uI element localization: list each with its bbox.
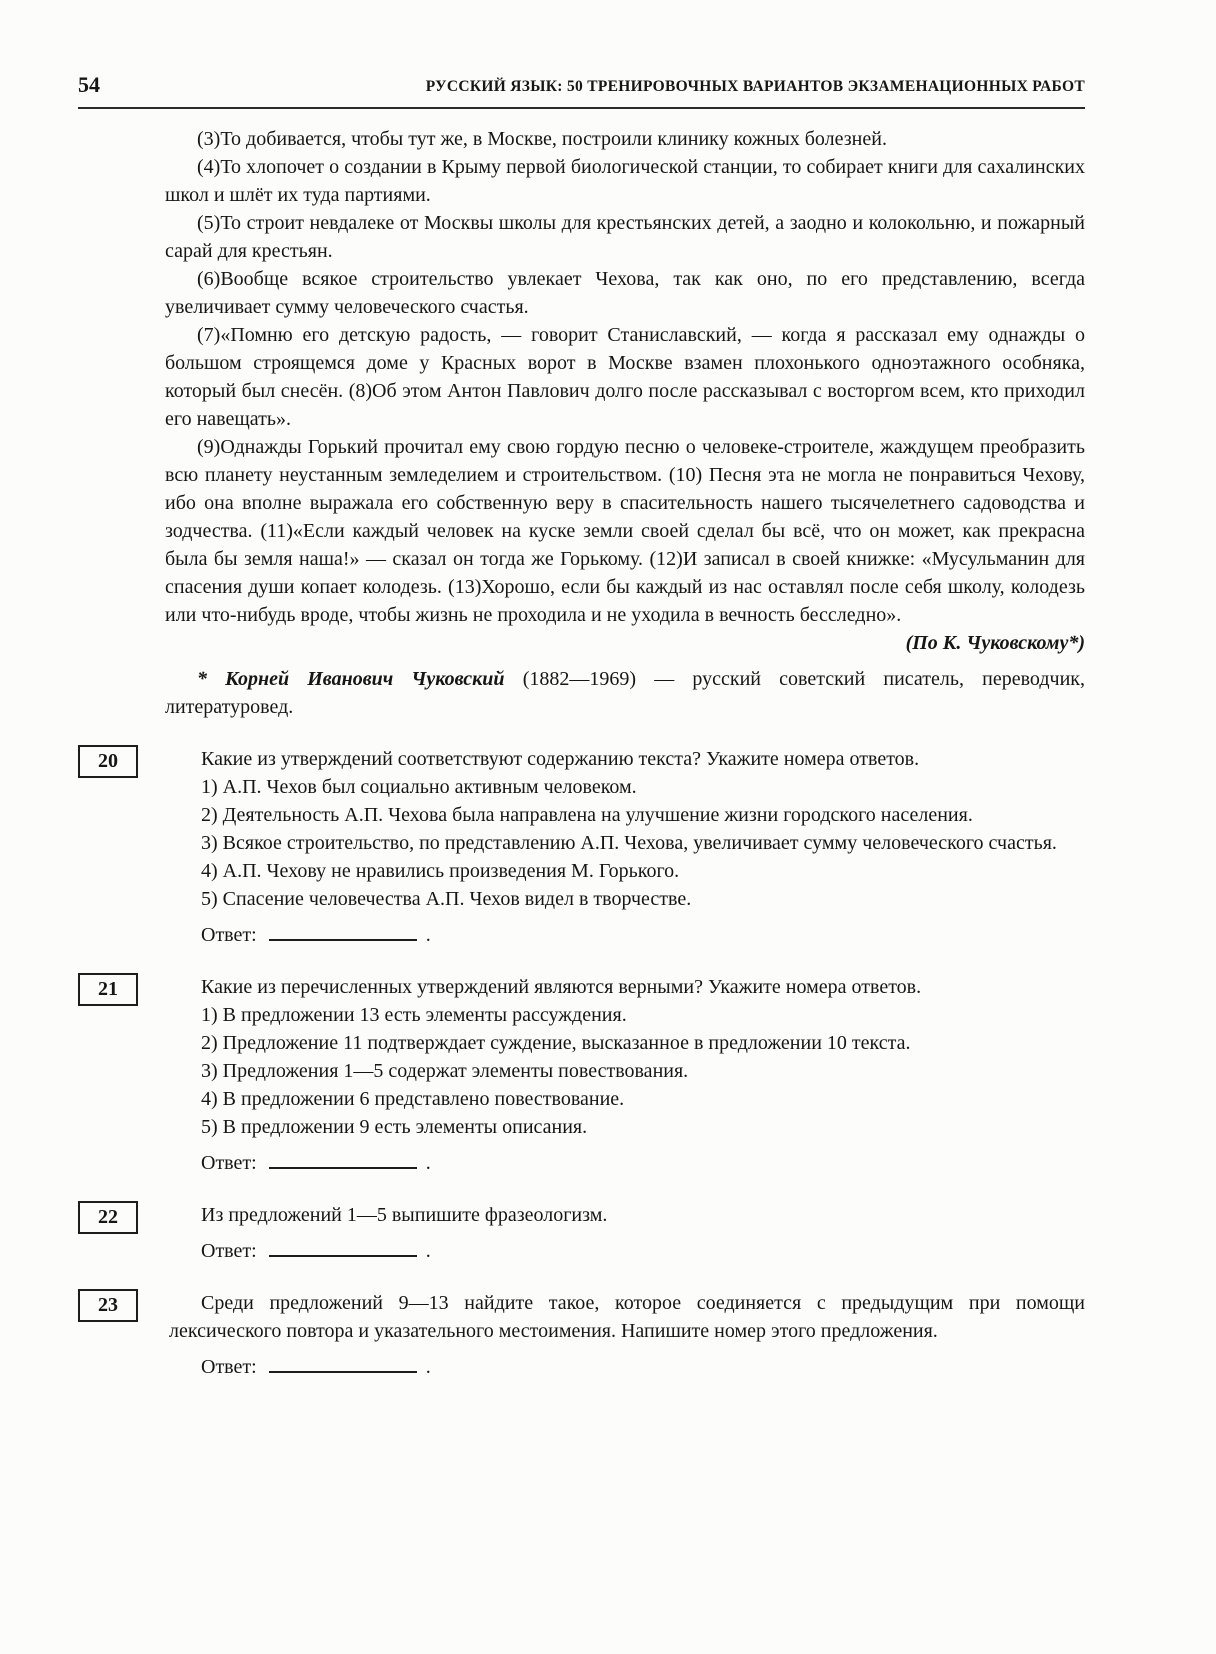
answer-period: .	[425, 1356, 431, 1378]
text-paragraph: (3)То добивается, чтобы тут же, в Москве, построили клинику кожных болезней.	[197, 128, 887, 150]
task-21-number-box: 21	[78, 973, 138, 1006]
text-paragraph: (7)«Помню его детскую радость, — говорит Станиславский, — когда я рассказал ему однажды о большом строящемся доме у Красных ворот в Москве взамен плохонького одноэтажного особняка, который был снесён. (8)Об этом Антон Павлович долго после рассказывал с восторгом всем, кто приходил его навещать».	[165, 324, 1085, 430]
task-20	[78, 745, 1085, 949]
text-paragraph: (6)Вообще всякое строительство увлекает Чехова, так как оно, по его представлению, всегда увеличивает сумму человеческого счастья.	[165, 268, 1085, 318]
answer-blank-line	[269, 1242, 417, 1257]
task-22-number-box: 22	[78, 1201, 138, 1234]
footnote-author-name: * Корней Иванович Чуковский	[197, 668, 505, 690]
text-paragraph: (5)То строит невдалеке от Москвы школы для крестьянских детей, а заодно и колокольню, и пожарный сарай для крестьян.	[165, 212, 1085, 262]
task-option: 1) В предложении 13 есть элементы рассуждения.	[201, 1004, 627, 1026]
task-option: 3) Всякое строительство, по представлению А.П. Чехова, увеличивает сумму человеческого счастья.	[201, 832, 1057, 854]
answer-row	[169, 921, 1085, 949]
answer-period: .	[425, 924, 431, 946]
task-22	[78, 1201, 1085, 1265]
task-23-body	[169, 1289, 1085, 1381]
task-22-body	[169, 1201, 1085, 1265]
task-question: Какие из перечисленных утверждений являются верными? Укажите номера ответов.	[201, 976, 922, 998]
task-21-body	[169, 973, 1085, 1177]
task-question: Среди предложений 9—13 найдите такое, которое соединяется с предыдущим при помощи лексического повтора и указательного местоимения. Напишите номер этого предложения.	[169, 1292, 1085, 1342]
text-attribution: (По К. Чуковскому*)	[905, 632, 1085, 654]
task-option: 4) В предложении 6 представлено повествование.	[201, 1088, 625, 1110]
footnote-author-info: (1882—1969) — русский советский писатель, переводчик, литературовед.	[165, 668, 1085, 718]
answer-label: Ответ:	[201, 924, 257, 946]
task-option: 5) Спасение человечества А.П. Чехов видел в творчестве.	[201, 888, 692, 910]
page-number: 54	[78, 72, 100, 97]
author-footnote	[165, 665, 1085, 721]
answer-row	[169, 1353, 1085, 1381]
answer-blank-line	[269, 926, 417, 941]
answer-period: .	[425, 1240, 431, 1262]
task-option: 5) В предложении 9 есть элементы описания.	[201, 1116, 588, 1138]
running-header-title: РУССКИЙ ЯЗЫК: 50 ТРЕНИРОВОЧНЫХ ВАРИАНТОВ ЭКЗАМЕНАЦИОННЫХ РАБОТ	[425, 78, 1085, 95]
text-paragraph: (4)То хлопочет о создании в Крыму первой биологической станции, то собирает книги для сахалинских школ и шлёт их туда партиями.	[165, 156, 1085, 206]
answer-blank-line	[269, 1154, 417, 1169]
task-23-number-box: 23	[78, 1289, 138, 1322]
task-question: Какие из утверждений соответствуют содержанию текста? Укажите номера ответов.	[201, 748, 920, 770]
task-option: 2) Деятельность А.П. Чехова была направлена на улучшение жизни городского населения.	[201, 804, 973, 826]
answer-row	[169, 1237, 1085, 1265]
task-20-number-box: 20	[78, 745, 138, 778]
answer-blank-line	[269, 1358, 417, 1373]
task-option: 4) А.П. Чехову не нравились произведения М. Горького.	[201, 860, 680, 882]
answer-label: Ответ:	[201, 1152, 257, 1174]
answer-label: Ответ:	[201, 1356, 257, 1378]
task-option: 3) Предложения 1—5 содержат элементы повествования.	[201, 1060, 689, 1082]
task-21	[78, 973, 1085, 1177]
reading-text	[165, 125, 1085, 721]
page-header	[78, 72, 1085, 98]
answer-row	[169, 1149, 1085, 1177]
task-option: 2) Предложение 11 подтверждает суждение, высказанное в предложении 10 текста.	[201, 1032, 911, 1054]
header-rule	[78, 107, 1085, 109]
answer-label: Ответ:	[201, 1240, 257, 1262]
text-paragraph: (9)Однажды Горький прочитал ему свою гордую песню о человеке-строителе, жаждущем преобразить всю планету неустанным земледелием и строительством. (10) Песня эта не могла не понравиться Чехову, ибо она вполне выражала его собственную веру в спасительность нашего тысячелетнего садоводства и зодчества. (11)«Если каждый человек на куске земли своей сделал бы всё, что он может, как прекрасна была бы земля наша!» — сказал он тогда же Горькому. (12)И записал в своей книжке: «Мусульманин для спасения души копает колодезь. (13)Хорошо, если бы каждый из нас оставлял после себя школу, колодезь или что-нибудь вроде, чтобы жизнь не проходила и не уходила в вечность бесследно».	[165, 436, 1085, 626]
task-23	[78, 1289, 1085, 1381]
task-option: 1) А.П. Чехов был социально активным человеком.	[201, 776, 637, 798]
task-20-body	[169, 745, 1085, 949]
task-question: Из предложений 1—5 выпишите фразеологизм.	[201, 1204, 608, 1226]
answer-period: .	[425, 1152, 431, 1174]
